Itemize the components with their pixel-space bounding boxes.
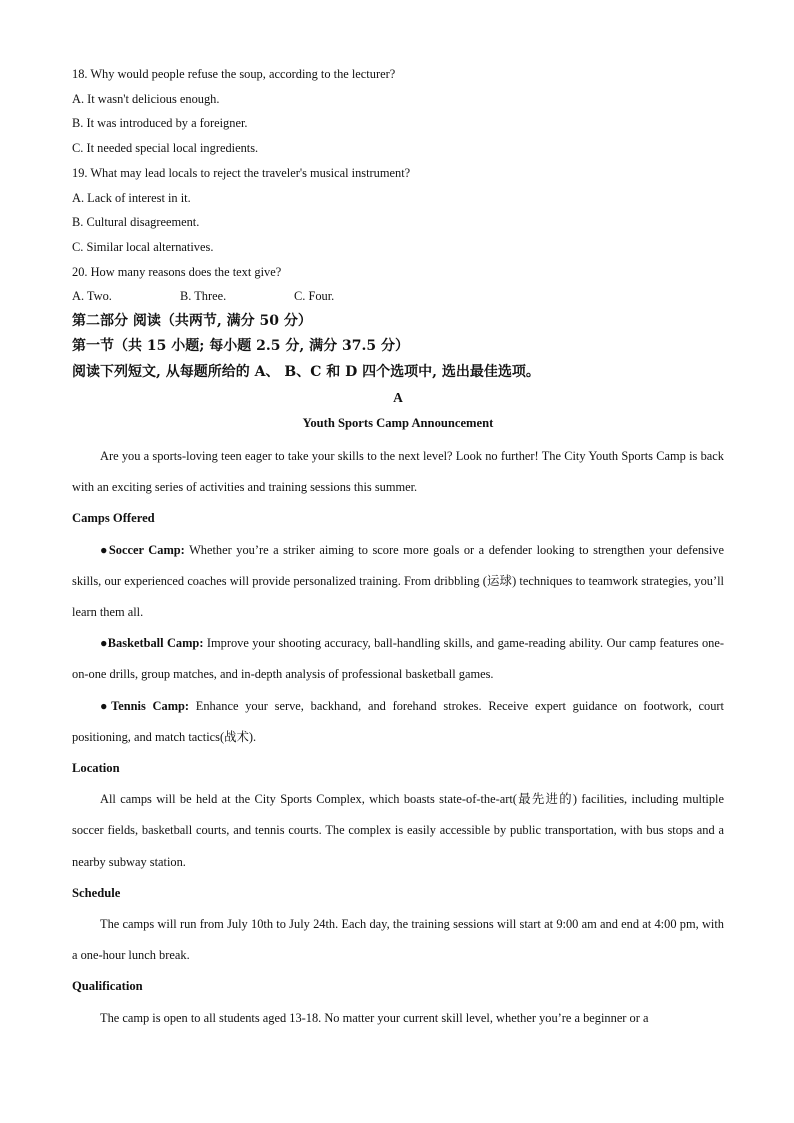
question-20-options [72, 284, 724, 309]
basketball-camp-paragraph [72, 628, 724, 690]
question-19-option-a: A. Lack of interest in it. [72, 190, 191, 205]
soccer-camp-text: Whether you’re a striker aiming to score more goals or a defender looking to strengthen your defensive skills, our experienced coaches will provide personalized training. From dribbling (运球) techniques to teamwork strategies, you’ll learn them all. [72, 542, 724, 619]
passage-letter: A [393, 389, 403, 405]
question-18-option-a: A. It wasn't delicious enough. [72, 91, 220, 106]
question-18-option-b: B. It was introduced by a foreigner. [72, 116, 248, 131]
question-19-option-b: B. Cultural disagreement. [72, 215, 200, 230]
location-heading: Location [72, 760, 120, 775]
question-18-option-c: C. It needed special local ingredients. [72, 141, 259, 156]
location-paragraph: All camps will be held at the City Sports Complex, which boasts state-of-the-art(最先进的) facilities, including multiple soccer fields, basketball courts, and tennis courts. The complex is easily accessible by public transportation, with bus stops and a nearby subway station. [72, 792, 724, 869]
question-19-stem: 19. What may lead locals to reject the traveler's musical instrument? [72, 165, 411, 180]
camps-offered-heading: Camps Offered [72, 511, 155, 526]
exam-page [72, 62, 724, 1034]
schedule-paragraph: The camps will run from July 10th to July 24th. Each day, the training sessions will start at 9:00 am and end at 4:00 pm, with a one-hour lunch break. [72, 916, 724, 963]
question-19-option-c: C. Similar local alternatives. [72, 239, 214, 254]
basketball-camp-text: Improve your shooting accuracy, ball-handling skills, and game-reading ability. Our camp features one-on-one drills, group matches, and in-depth analysis of professional basketball games. [72, 636, 724, 682]
tennis-camp-paragraph [72, 691, 724, 753]
passage-title: Youth Sports Camp Announcement [302, 415, 494, 430]
question-18-stem: 18. Why would people refuse the soup, according to the lecturer? [72, 67, 396, 81]
basketball-camp-label: ●Basketball Camp: [100, 636, 204, 651]
question-20-option-b: B. Three. [180, 289, 227, 304]
qualification-paragraph: The camp is open to all students aged 13-18. No matter your current skill level, whether you’re a beginner or a [100, 1010, 649, 1025]
qualification-heading: Qualification [72, 979, 143, 994]
reading-instruction: 阅读下列短文, 从每题所给的 A、 B、C 和 D 四个选项中, 选出最佳选项。 [72, 363, 540, 380]
schedule-heading: Schedule [72, 885, 121, 900]
soccer-camp-label: ●Soccer Camp: [100, 542, 185, 557]
soccer-camp-paragraph [72, 535, 724, 629]
part-heading: 第二部分 阅读（共两节, 满分 50 分） [72, 313, 312, 330]
tennis-camp-label: ●Tennis Camp: [100, 698, 190, 713]
section-heading: 第一节（共 15 小题; 每小题 2.5 分, 满分 37.5 分） [72, 338, 409, 355]
question-20-option-c: C. Four. [294, 289, 335, 304]
question-20-stem: 20. How many reasons does the text give? [72, 264, 282, 279]
intro-paragraph: Are you a sports-loving teen eager to take your skills to the next level? Look no further! The City Youth Sports Camp is back with an exciting series of activities and training sessions this summer. [72, 448, 724, 495]
question-20-option-a: A. Two. [72, 289, 112, 304]
tennis-camp-text: Enhance your serve, backhand, and forehand strokes. Receive expert guidance on footwork, court positioning, and match tactics(战术). [72, 698, 724, 744]
